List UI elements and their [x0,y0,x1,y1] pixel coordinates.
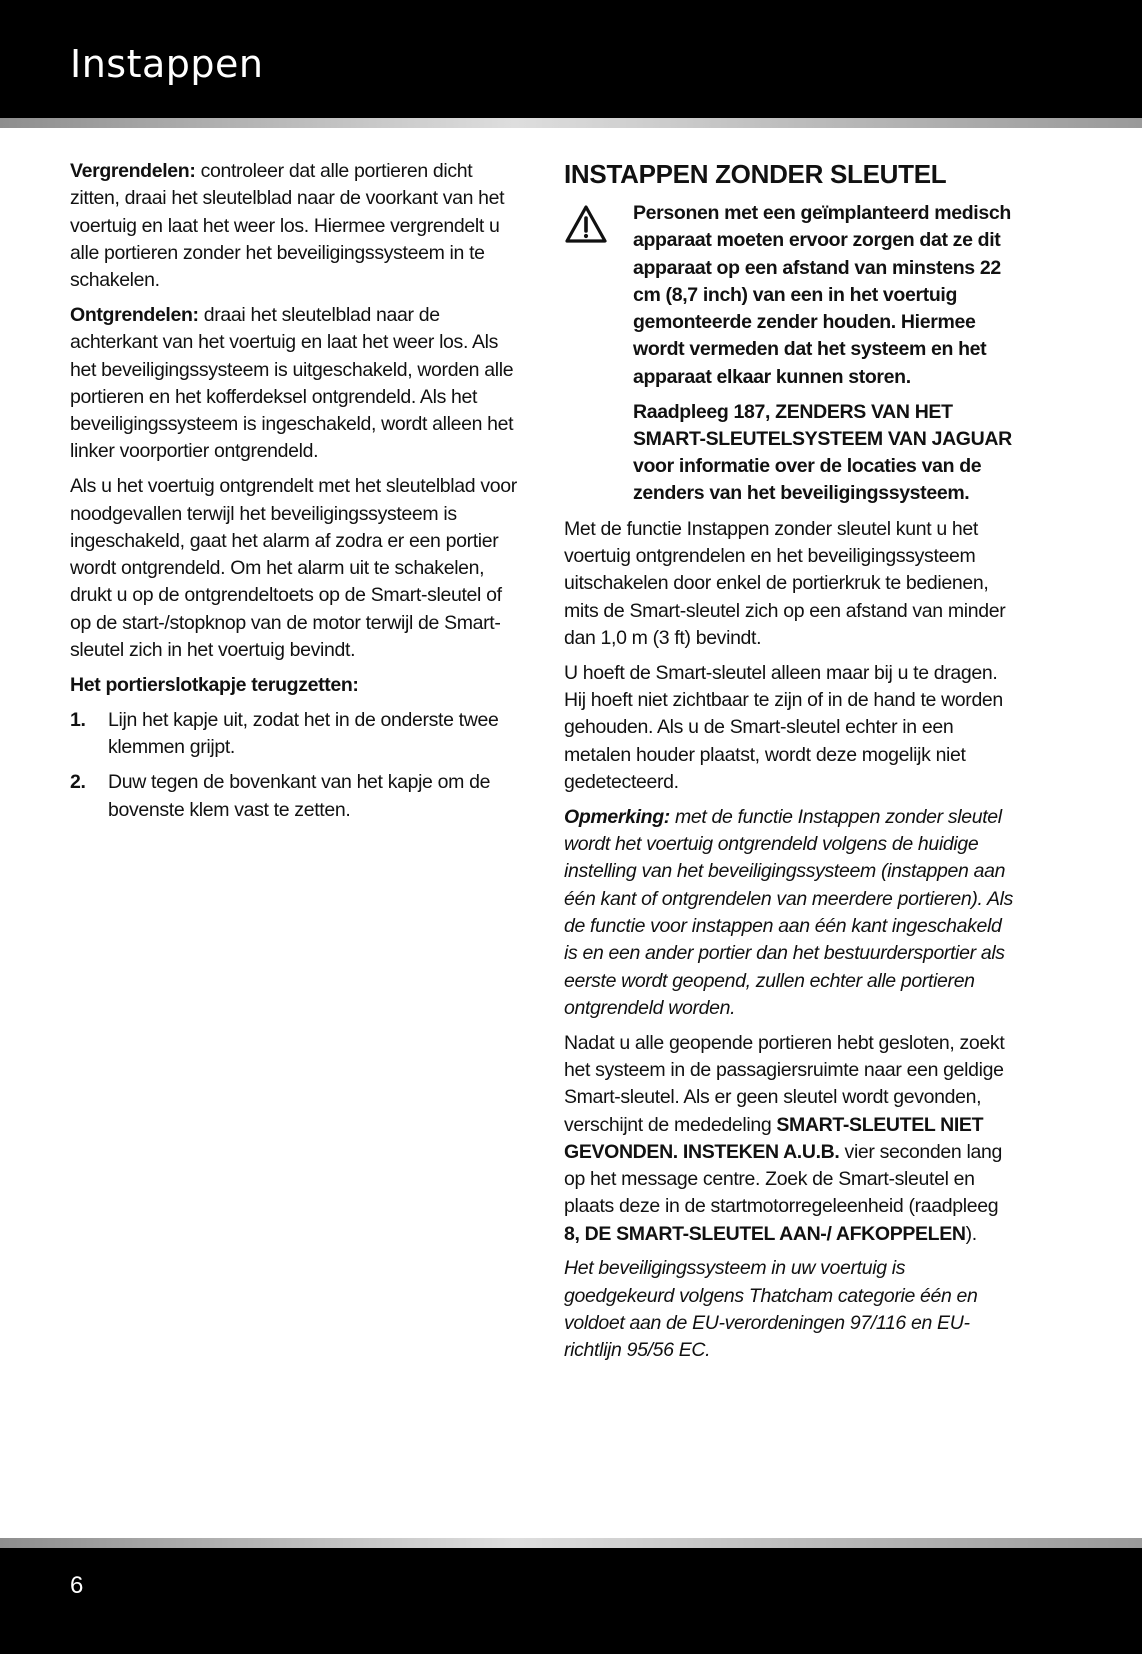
paragraph-ontgrendelen [70,302,520,466]
term-ontgrendelen: Ontgrendelen: [70,303,199,326]
text-ontgrendelen: draai het sleutelblad naar de achterkant van het voertuig en laat het weer los. Als het beveiligingssysteem is uitgeschakeld, worden alle portieren en het kofferdeksel ontgrendeld. Als het beveiligingssysteem is ingeschakeld, wordt alleen het linker voorportier ontgrendeld. [70,303,514,463]
paragraph-key-search [564,1030,1016,1248]
warning-text-reference: Raadpleeg 187, ZENDERS VAN HET SMART-SLEUTELSYSTEEM VAN JAGUAR voor informatie over de locaties van de zenders van het beveiligingssysteem. [633,400,1012,505]
text-vergrendelen: controleer dat alle portieren dicht zitten, draai het sleutelblad naar de voorkant van het voertuig en laat het weer los. Hiermee vergrendelt u alle portieren zonder het beveiligingssysteem in te schakelen. [70,160,505,292]
paragraph-vergrendelen [70,158,520,294]
footer-divider [0,1538,1142,1548]
warning-text-medical-device: Personen met een geïmplanteerd medisch apparaat moeten ervoor zorgen dat ze dit apparaat op een afstand van minstens 22 cm (8,7 inch) van een in het voertuig gemonteerde zender houden. Hiermee wordt vermeden dat het systeem en het apparaat elkaar kunnen storen. [633,202,1011,388]
page-number: 6 [70,1572,84,1599]
paragraph-carry-key: U hoeft de Smart-sleutel alleen maar bij u te dragen. Hij hoeft niet zichtbaar te zijn of in de hand te worden gehouden. Als u de Smart-sleutel echter in een metalen houder plaatst, wordt deze mogelijk niet gedetecteerd. [564,661,1003,793]
paragraph-thatcham: Het beveiligingssysteem in uw voertuig is goedgekeurd volgens Thatcham categorie één en voldoet aan de EU-verordeningen 97/116 en EU-richtlijn 95/56 EC. [564,1257,978,1362]
left-column [70,158,520,831]
steps-list [70,707,520,824]
key-search-text: Nadat u alle geopende portieren hebt gesloten, zoekt het systeem in de passagiersruimte naar een geldige Smart-sleutel. Als er geen sleutel wordt gevonden, verschijnt de mededeling [564,1031,1005,1136]
warning-triangle-icon [564,204,608,244]
message-key-not-found: SMART-SLEUTEL NIET GEVONDEN. INSTEKEN A.U.B. [564,1113,984,1163]
note-label: Opmerking: [564,805,670,828]
step-text: Lijn het kapje uit, zodat het in de onderste twee klemmen grijpt. [108,709,499,759]
step-number: 2. [70,771,86,794]
note-paragraph [564,804,1016,1022]
term-vergrendelen: Vergrendelen: [70,160,196,182]
step-number: 1. [70,709,86,732]
header-divider [0,118,1142,128]
page-title: Instappen [70,42,264,86]
page-header [0,0,1142,118]
section-title: INSTAPPEN ZONDER SLEUTEL [564,159,947,189]
list-item [70,769,520,824]
right-column [564,158,1016,1372]
page-footer [0,1548,1142,1654]
key-search-text-continued: vier seconden lang op het message centre. Zoek de Smart-sleutel en plaats deze in de startmotorregeleenheid (raadpleeg [564,1140,1002,1218]
paragraph-emergency-blade: Als u het voertuig ontgrendelt met het sleutelblad voor noodgevallen terwijl het beveiligingssysteem is ingeschakeld, gaat het alarm af zodra er een portier wordt ontgrendeld. Om het alarm uit te schakelen, drukt u op de ontgrendeltoets op de Smart-sleutel of op de start-/stopknop van de motor terwijl de Smart-sleutel zich in het voertuig bevindt. [70,475,517,662]
key-search-text-end: ). [965,1222,977,1245]
cross-reference-link: 8, DE SMART-SLEUTEL AAN-/ AFKOPPELEN [564,1222,966,1245]
subheading-reset-lock-cap: Het portierslotkapje terugzetten: [70,673,359,696]
list-item [70,707,520,762]
warning-block [564,200,1016,508]
note-text: met de functie Instappen zonder sleutel wordt het voertuig ontgrendeld volgens de huidige instelling van het beveiligingssysteem (instappen aan één kant of ontgrendelen van meerdere portieren). Als de functie voor instappen aan één kant ingeschakeld is en een ander portier dan het bestuurdersportier als eerste wordt geopend, zullen echter alle portieren ontgrendeld worden. [564,805,1014,1019]
step-text: Duw tegen de bovenkant van het kapje om de bovenste klem vast te zetten. [108,771,491,821]
paragraph-keyless-entry: Met de functie Instappen zonder sleutel kunt u het voertuig ontgrendelen en het beveiligingssysteem uitschakelen door enkel de portierkruk te bedienen, mits de Smart-sleutel zich op een afstand van minder dan 1,0 m (3 ft) bevindt. [564,517,1006,649]
